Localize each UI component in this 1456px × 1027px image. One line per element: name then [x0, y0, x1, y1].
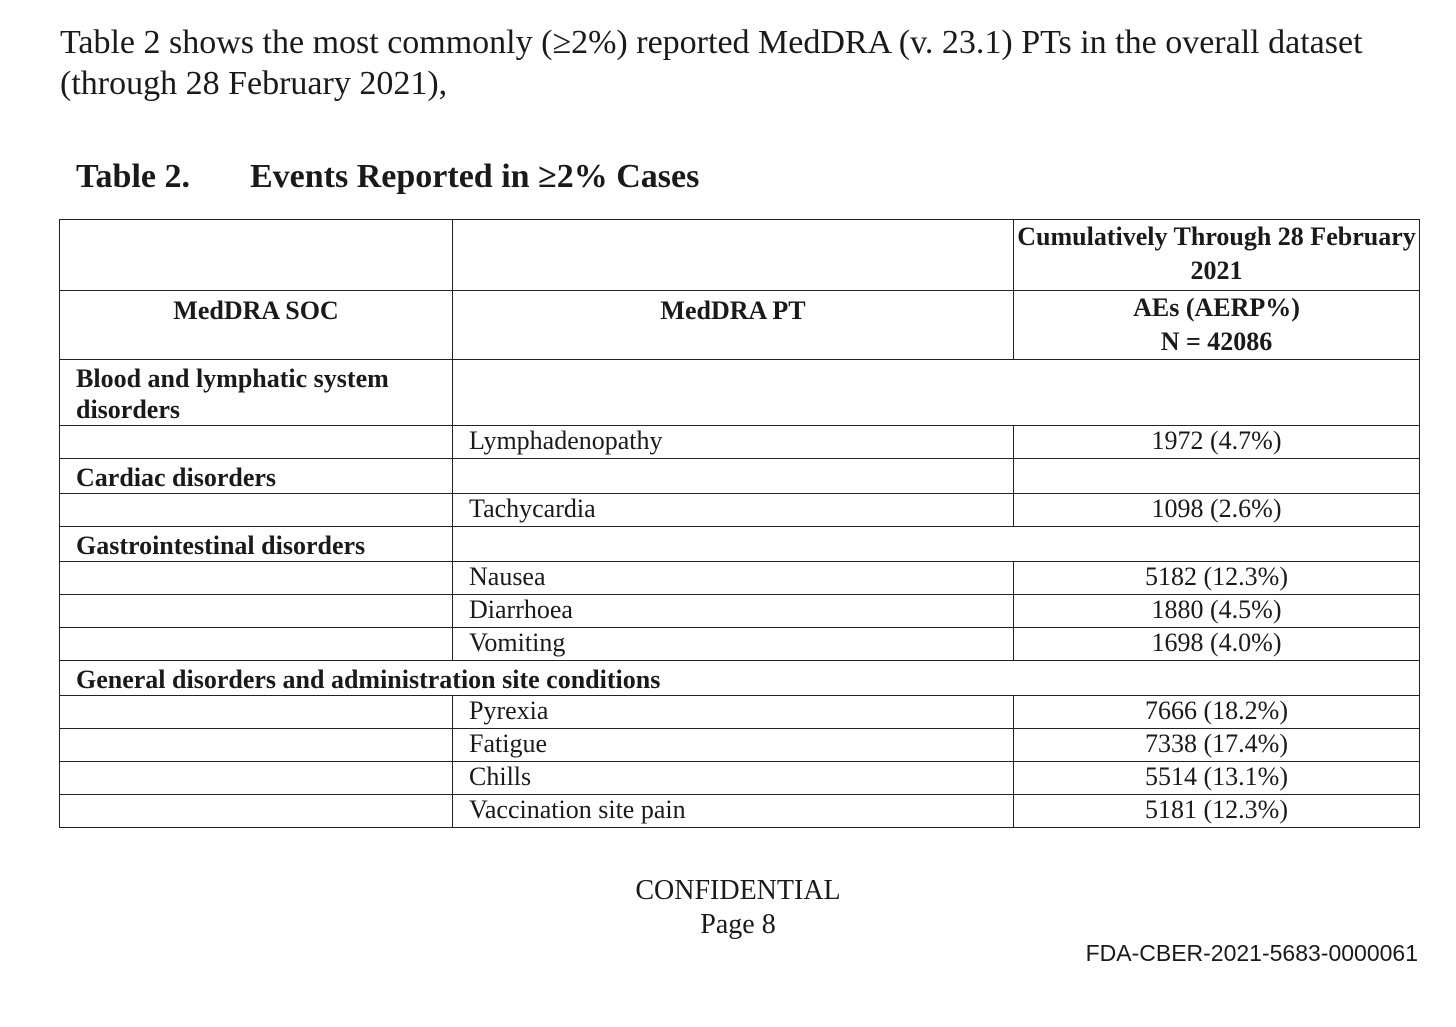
pt-term: Chills	[469, 762, 532, 791]
ae-count: 1098 (2.6%)	[1151, 494, 1282, 523]
empty-cell	[60, 729, 453, 762]
table-row	[60, 762, 1420, 795]
table-body	[60, 360, 1420, 828]
page-footer	[0, 874, 1456, 942]
soc-name: General disorders and administration site conditions	[76, 665, 661, 694]
ae-count: 1698 (4.0%)	[1151, 628, 1282, 657]
pt-term: Vaccination site pain	[469, 795, 686, 824]
header-n: N = 42086	[1160, 327, 1273, 356]
soc-name: Blood and lymphatic system disorders	[76, 364, 389, 424]
pt-term: Nausea	[469, 562, 546, 591]
empty-cell	[453, 527, 1420, 562]
header-pt: MedDRA PT	[660, 296, 806, 325]
intro-paragraph: Table 2 shows the most commonly (≥2%) reported MedDRA (v. 23.1) PTs in the overall dataset (through 28 February 2021),	[60, 24, 1363, 102]
header-row-bottom	[60, 291, 1420, 360]
empty-cell	[60, 762, 453, 795]
ae-count: 7338 (17.4%)	[1145, 729, 1288, 758]
soc-row	[60, 661, 1420, 696]
ae-count: 5181 (12.3%)	[1145, 795, 1288, 824]
soc-row	[60, 360, 1420, 426]
header-cell-empty	[60, 220, 453, 291]
empty-cell	[1014, 459, 1420, 494]
header-aes: AEs (AERP%)	[1133, 293, 1300, 322]
soc-row	[60, 527, 1420, 562]
ae-count: 5514 (13.1%)	[1145, 762, 1288, 791]
table-row	[60, 494, 1420, 527]
empty-cell	[453, 459, 1014, 494]
pt-term: Tachycardia	[469, 494, 596, 523]
empty-cell	[60, 494, 453, 527]
table-row	[60, 729, 1420, 762]
table-title: Events Reported in ≥2% Cases	[250, 158, 700, 195]
events-table	[59, 219, 1420, 828]
soc-name: Gastrointestinal disorders	[76, 531, 366, 560]
document-id: FDA-CBER-2021-5683-0000061	[1085, 940, 1418, 966]
empty-cell	[60, 426, 453, 459]
ae-count: 1880 (4.5%)	[1151, 595, 1282, 624]
pt-term: Pyrexia	[469, 696, 549, 725]
pt-term: Diarrhoea	[469, 595, 573, 624]
table-row	[60, 595, 1420, 628]
empty-cell	[60, 696, 453, 729]
pt-term: Fatigue	[469, 729, 547, 758]
table-number: Table 2.	[76, 158, 191, 195]
table-row	[60, 426, 1420, 459]
empty-cell	[60, 595, 453, 628]
pt-term: Lymphadenopathy	[469, 426, 663, 455]
confidential-label: CONFIDENTIAL	[635, 875, 841, 906]
table-row	[60, 795, 1420, 828]
page-number: Page 8	[700, 909, 776, 940]
table-row	[60, 562, 1420, 595]
header-period: Cumulatively Through 28 February 2021	[1014, 220, 1420, 291]
pt-term: Vomiting	[469, 628, 566, 657]
table-row	[60, 628, 1420, 661]
empty-cell	[60, 628, 453, 661]
header-soc: MedDRA SOC	[173, 296, 339, 325]
soc-row	[60, 459, 1420, 494]
header-row-top	[60, 220, 1420, 291]
ae-count: 1972 (4.7%)	[1151, 426, 1282, 455]
empty-cell	[60, 795, 453, 828]
empty-cell	[60, 562, 453, 595]
header-cell-empty	[453, 220, 1014, 291]
ae-count: 7666 (18.2%)	[1145, 696, 1288, 725]
ae-count: 5182 (12.3%)	[1145, 562, 1288, 591]
soc-name: Cardiac disorders	[76, 463, 277, 492]
table-caption	[76, 158, 699, 196]
empty-cell	[453, 360, 1420, 426]
table-row	[60, 696, 1420, 729]
